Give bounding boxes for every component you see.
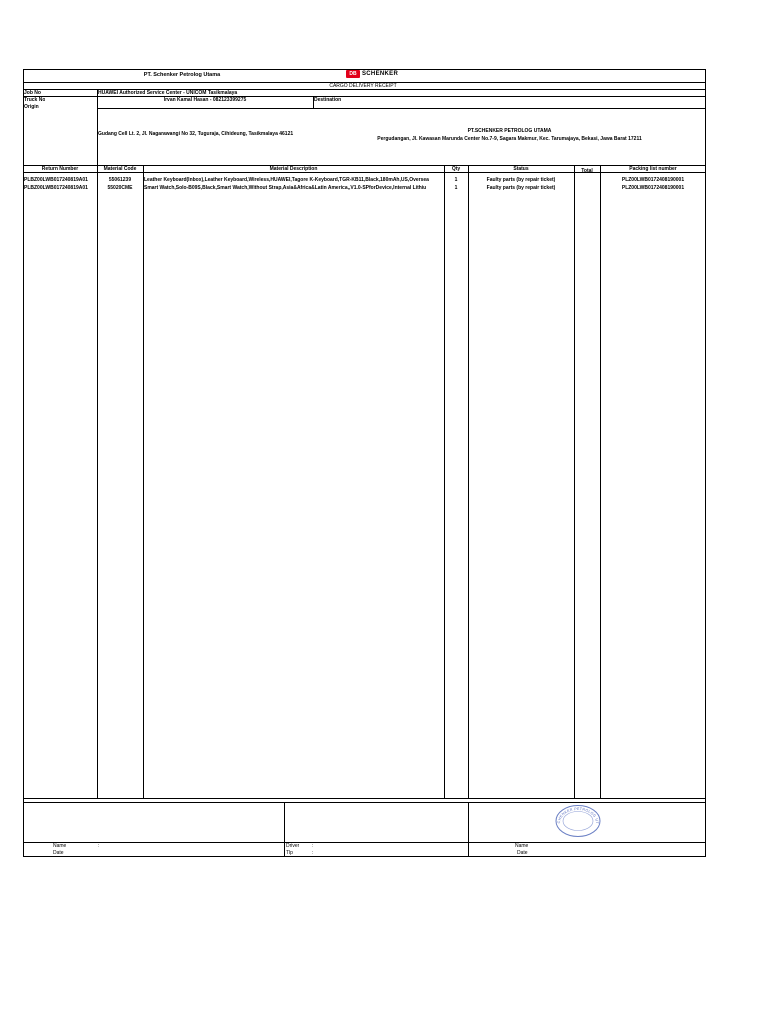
destination-label: Destination <box>314 97 342 103</box>
rule <box>143 165 144 798</box>
return-number: PLBZ00LWB017240819A01 <box>24 185 88 191</box>
truck-no-value: Irvan Kamal Hasan - 082123399275 <box>163 97 247 103</box>
col-packing-list: Packing list number <box>629 166 677 172</box>
document-title: CARGO DELIVERY RECEIPT <box>329 83 397 89</box>
left-name-label: Name <box>53 843 67 849</box>
rule <box>23 798 706 799</box>
material-code: 55061239 <box>108 177 132 183</box>
material-description: Smart Watch,Solo-B09S,Black,Smart Watch,Without Strap,Asia&Africa&Latin America,,V1.0-SPforDevice,Internal Lithiu <box>144 185 427 191</box>
rule <box>23 802 706 803</box>
material-description: Leather Keyboard(Inbox),Leather Keyboard,Wireless,HUAWEI,Tagore K-Keyboard,TGR-KB11,Black,180mAh,US,Oversea <box>144 177 429 183</box>
company-stamp <box>553 803 603 839</box>
return-number: PLBZ00LWB017240819A01 <box>24 177 88 183</box>
rule <box>97 108 706 109</box>
material-code: 55020CME <box>107 185 133 191</box>
right-date-label: Date <box>517 850 528 856</box>
rule <box>444 165 445 798</box>
destination-address: Pergudangan, Jl. Kawasan Marunda Center No.7-9, Sagara Makmur, Kec. Tarumajaya, Bekasi, Jawa Barat 17211 <box>377 136 642 142</box>
job-no-value: HUAWEI Authorized Service Center - UNICOM Tasikmalaya <box>98 90 238 96</box>
company-name: PT. Schenker Petrolog Utama <box>143 72 221 78</box>
rule <box>23 172 706 173</box>
origin-address: Gudang Cell Lt. 2, Jl. Nagarawangi No 32, Tuguraja, Cihideung, Tasikmalaya 46121 <box>98 131 294 137</box>
schenker-logo-text: SCHENKER <box>362 71 399 77</box>
left-name-colon: : <box>98 843 100 849</box>
origin-label: Origin <box>24 104 39 110</box>
status: Faulty parts (by repair ticket) <box>486 185 556 191</box>
driver-colon: : <box>312 843 314 849</box>
col-total: Total <box>581 168 593 174</box>
rule <box>574 165 575 798</box>
right-name-label: Name <box>515 843 529 849</box>
left-date-label: Date <box>53 850 64 856</box>
db-logo-icon: DB <box>346 70 360 78</box>
qty: 1 <box>454 177 458 183</box>
rule <box>468 802 469 857</box>
packing-list-number: PLZ00LWB0172408190001 <box>621 185 685 191</box>
truck-no-label: Truck No <box>24 97 46 103</box>
col-qty: Qty <box>451 166 461 172</box>
packing-list-number: PLZ00LWB0172408190001 <box>621 177 685 183</box>
qty: 1 <box>454 185 458 191</box>
rule <box>284 802 285 857</box>
rule <box>97 165 98 798</box>
driver-label: Driver <box>286 843 300 849</box>
svg-text:PT SCHENKER PETROLOG UTAMA: CHENKER PETROLOG UT <box>556 806 600 824</box>
job-no-label: Job No <box>24 90 41 96</box>
status: Faulty parts (by repair ticket) <box>486 177 556 183</box>
destination-name: PT.SCHENKER PETROLOG UTAMA <box>467 128 552 134</box>
col-return-number: Return Number <box>41 166 79 172</box>
rule <box>468 165 469 798</box>
col-material-code: Material Code <box>103 166 137 172</box>
rule <box>23 842 706 843</box>
col-material-description: Material Description <box>269 166 318 172</box>
tlp-colon: : <box>312 850 314 856</box>
col-status: Status <box>513 166 529 172</box>
rule <box>600 165 601 798</box>
tlp-label: Tlp <box>286 850 293 856</box>
